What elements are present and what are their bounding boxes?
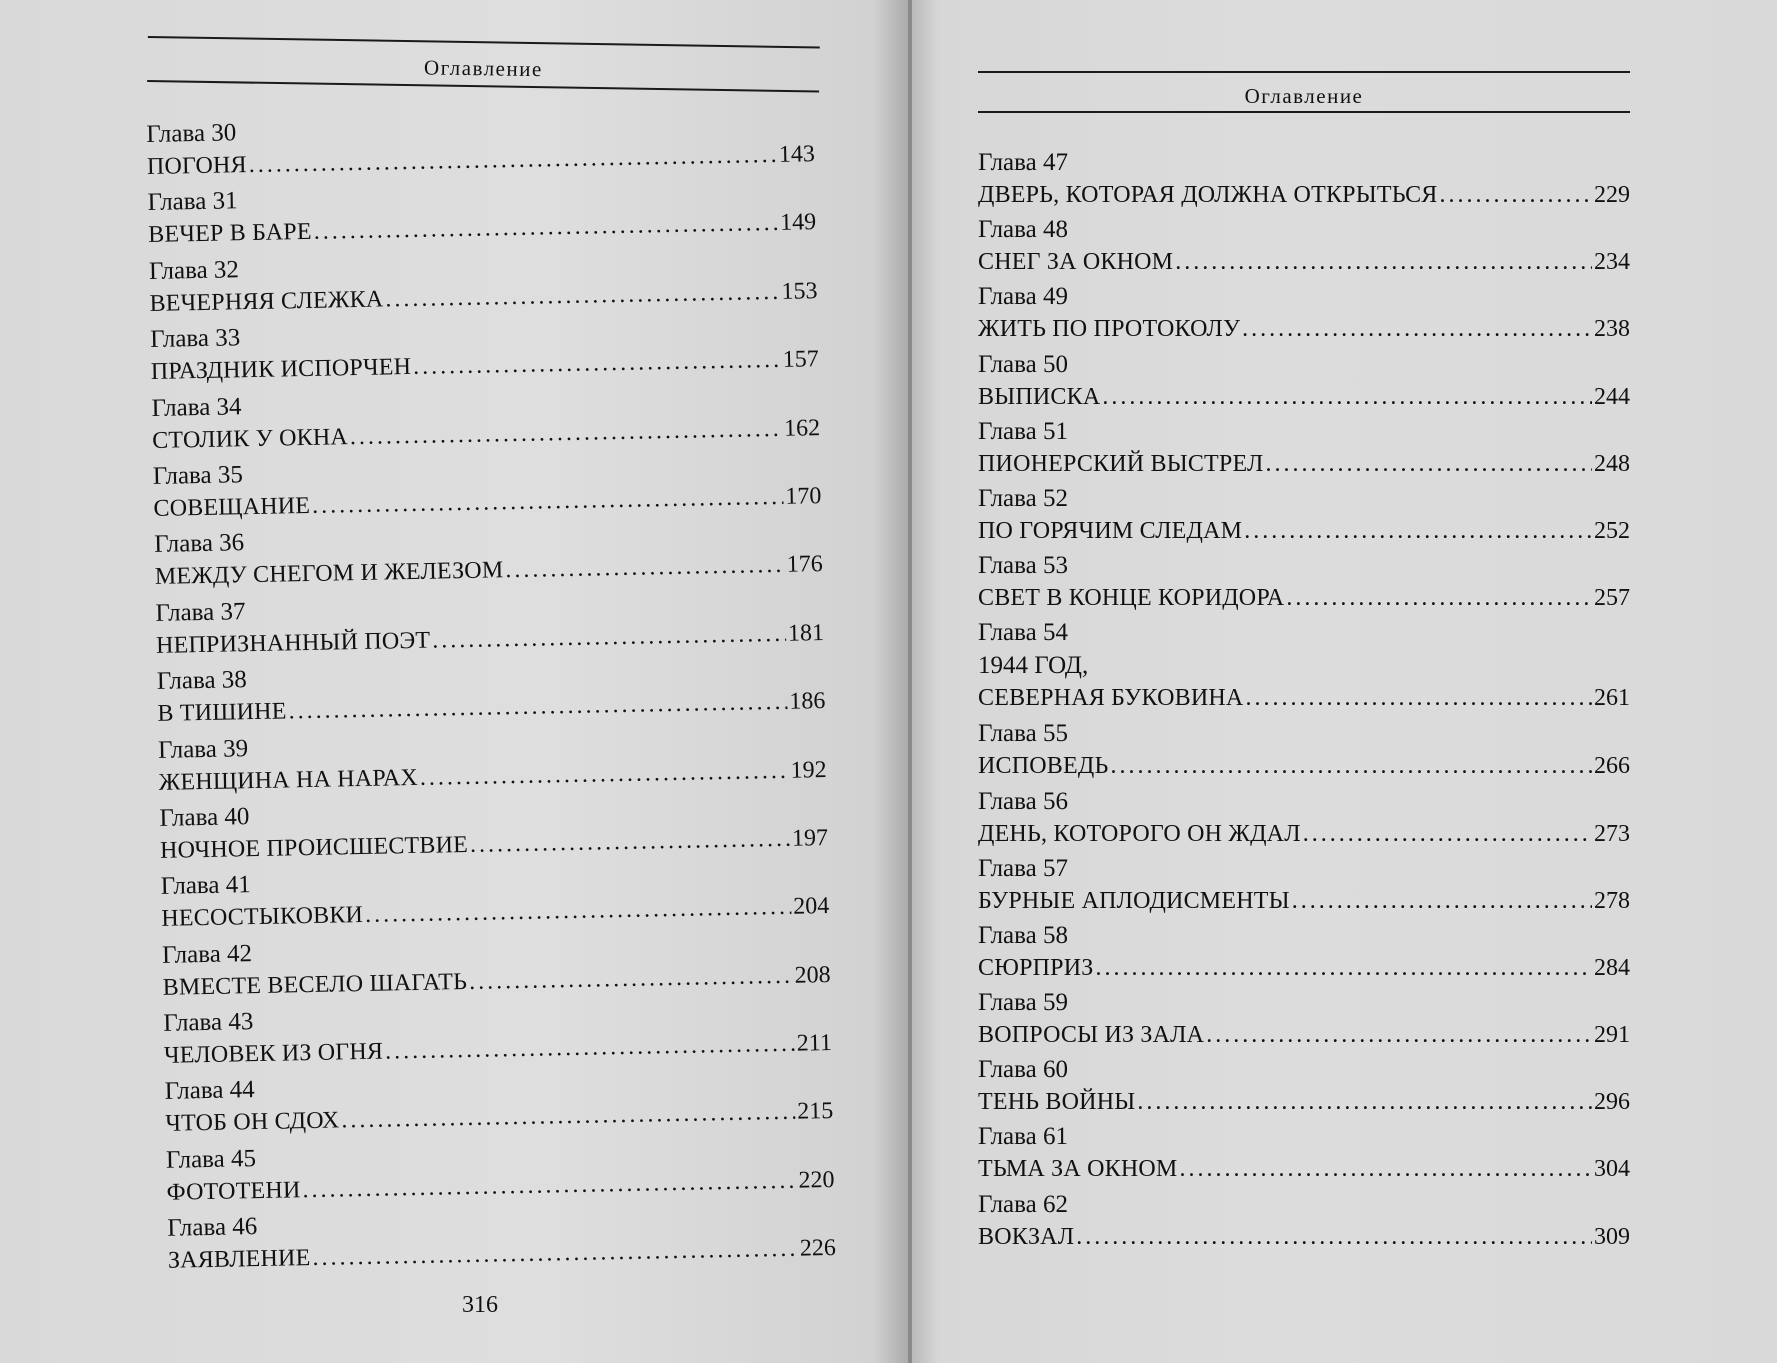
dot-leader: [505, 549, 785, 587]
chapter-line: [978, 381, 1630, 414]
toc-entry: [162, 926, 831, 1007]
chapter-title: ВЕЧЕР В БАРЕ: [148, 219, 312, 249]
dot-leader: [432, 618, 786, 658]
chapter-page-number: 211: [796, 1030, 833, 1057]
toc-entry: [978, 919, 1630, 986]
toc-entry: [978, 482, 1630, 549]
chapter-page-number: 273: [1594, 820, 1630, 847]
dot-leader: [420, 754, 789, 794]
dot-leader: [469, 959, 793, 998]
chapter-number: Глава 50: [978, 350, 1068, 378]
chapter-title: ПИОНЕРСКИЙ ВЫСТРЕЛ: [978, 450, 1264, 477]
toc-entry: [978, 415, 1630, 482]
chapter-title: ВМЕСТЕ ВЕСЕЛО ШАГАТЬ: [162, 968, 468, 1001]
toc-entry: [978, 717, 1630, 784]
toc-entry: [978, 1053, 1630, 1120]
chapter-number: Глава 47: [978, 149, 1068, 176]
toc-entry: [978, 1188, 1630, 1255]
chapter-number: Глава 52: [978, 484, 1068, 512]
chapter-title: ДЕНЬ, КОТОРОГО ОН ЖДАЛ: [978, 820, 1301, 847]
chapter-number: Глава 48: [978, 216, 1068, 244]
chapter-title: СТОЛИК У ОКНА: [151, 423, 349, 454]
chapter-title: ДВЕРЬ, КОТОРАЯ ДОЛЖНА ОТКРЫТЬСЯ: [978, 182, 1438, 208]
chapter-page-number: 153: [781, 277, 818, 305]
toc-entry: [159, 789, 828, 870]
header-title: Оглавление: [1244, 84, 1364, 108]
chapter-line: [978, 246, 1630, 279]
toc-entry: [151, 379, 820, 460]
dot-leader: [470, 823, 791, 862]
dot-leader: [1292, 885, 1592, 918]
dot-leader: [1175, 246, 1592, 279]
table-of-contents: [978, 146, 1630, 1255]
chapter-number: Глава 61: [978, 1123, 1068, 1151]
toc-entry: [978, 213, 1630, 280]
chapter-line: [978, 179, 1630, 212]
chapter-page-number: 204: [793, 893, 830, 921]
chapter-number: Глава 32: [148, 256, 240, 285]
dot-leader: [1179, 1153, 1592, 1186]
chapter-number: Глава 54: [978, 619, 1068, 647]
dot-leader: [1206, 1019, 1592, 1052]
chapter-page-number: 229: [1594, 182, 1630, 208]
chapter-number: Глава 35: [152, 461, 244, 490]
chapter-page-number: 266: [1594, 753, 1630, 780]
page-number: 316: [462, 1292, 498, 1318]
chapter-number: Глава 39: [157, 734, 249, 764]
table-of-contents: [146, 105, 836, 1280]
chapter-title: МЕЖДУ СНЕГОМ И ЖЕЛЕЗОМ: [154, 557, 504, 591]
chapter-page-number: 226: [799, 1235, 837, 1262]
right-page: [912, 0, 1777, 1363]
chapter-number: Глава 38: [156, 666, 248, 696]
dot-leader: [1286, 582, 1592, 615]
chapter-line: [978, 1086, 1630, 1119]
chapter-line: [978, 818, 1630, 851]
dot-leader: [413, 344, 781, 384]
dot-leader: [1303, 818, 1592, 851]
chapter-line: [978, 1019, 1630, 1052]
chapter-title: ВЫПИСКА: [978, 383, 1101, 410]
chapter-page-number: 291: [1594, 1022, 1630, 1049]
chapter-title: ВОПРОСЫ ИЗ ЗАЛА: [978, 1022, 1205, 1049]
chapter-line: [978, 750, 1630, 783]
chapter-number: Глава 41: [160, 871, 251, 901]
chapter-page-number: 309: [1594, 1223, 1630, 1250]
toc-entry: [978, 785, 1630, 852]
chapter-page-number: 220: [798, 1166, 835, 1194]
chapter-number: Глава 58: [978, 921, 1068, 949]
dot-leader: [1242, 313, 1592, 346]
running-header: [978, 63, 1630, 113]
chapter-title: НЕСОСТЫКОВКИ: [161, 902, 364, 933]
toc-entry: [155, 584, 824, 665]
chapter-page-number: 244: [1594, 383, 1630, 410]
chapter-line: [978, 1153, 1630, 1186]
chapter-title: ВОКЗАЛ: [978, 1223, 1075, 1250]
chapter-title: ПРАЗДНИК ИСПОРЧЕН: [150, 354, 412, 386]
toc-entry: [153, 447, 822, 528]
chapter-title: НОЧНОЕ ПРОИСШЕСТВИЕ: [159, 831, 469, 864]
dot-leader: [1095, 952, 1592, 985]
dot-leader: [1244, 515, 1592, 548]
toc-entry: [978, 852, 1630, 919]
toc-entry: [978, 146, 1630, 213]
dot-leader: [385, 1028, 795, 1069]
chapter-title: СЕВЕРНАЯ БУКОВИНА: [978, 685, 1244, 712]
toc-entry: [167, 1199, 836, 1280]
dot-leader: [1265, 448, 1592, 481]
chapter-page-number: 170: [785, 483, 822, 510]
chapter-title: ЗАЯВЛЕНИЕ: [167, 1245, 311, 1275]
chapter-line: [978, 952, 1630, 985]
chapter-number: Глава 62: [978, 1190, 1068, 1218]
chapter-line: [978, 682, 1630, 715]
dot-leader: [385, 276, 780, 317]
chapter-page-number: 234: [1594, 249, 1630, 276]
chapter-number: Глава 34: [151, 392, 242, 422]
chapter-page-number: 192: [790, 756, 827, 784]
chapter-page-number: 186: [789, 688, 826, 715]
chapter-title: СВЕТ В КОНЦЕ КОРИДОРА: [978, 585, 1285, 612]
header-rule-top: [978, 71, 1630, 73]
chapter-number: Глава 40: [159, 803, 250, 832]
chapter-number: Глава 44: [164, 1076, 255, 1106]
toc-entry: [149, 242, 818, 323]
header-title: Оглавление: [423, 55, 543, 82]
dot-leader: [1440, 179, 1593, 212]
toc-entry: [166, 1131, 835, 1212]
chapter-number: Глава 57: [978, 854, 1068, 882]
toc-entry: [978, 549, 1630, 616]
chapter-line: [978, 885, 1630, 918]
chapter-page-number: 261: [1594, 685, 1630, 712]
dot-leader: [1076, 1221, 1592, 1254]
chapter-page-number: 143: [778, 141, 816, 168]
chapter-line: [978, 1221, 1630, 1254]
header-rule-bottom: [978, 111, 1630, 113]
dot-leader: [1110, 750, 1592, 783]
chapter-page-number: 149: [779, 209, 817, 237]
chapter-number: Глава 37: [155, 597, 246, 627]
toc-entry: [158, 721, 827, 802]
chapter-page-number: 304: [1594, 1156, 1630, 1183]
chapter-title: ЧТОБ ОН СДОХ: [165, 1107, 340, 1138]
chapter-line: [978, 582, 1630, 615]
chapter-number: Глава 42: [161, 939, 253, 969]
chapter-title: СНЕГ ЗА ОКНОМ: [978, 249, 1174, 276]
chapter-title: НЕПРИЗНАННЫЙ ПОЭТ: [155, 627, 431, 659]
toc-entry: [164, 1062, 833, 1143]
chapter-number: Глава 33: [149, 324, 241, 354]
chapter-title: ЧЕЛОВЕК ИЗ ОГНЯ: [163, 1038, 384, 1069]
chapter-page-number: 284: [1594, 954, 1630, 981]
chapter-page-number: 257: [1594, 585, 1630, 612]
chapter-number: Глава 53: [978, 552, 1068, 580]
dot-leader: [1137, 1086, 1592, 1119]
chapter-title: ЖЕНЩИНА НА НАРАХ: [158, 764, 419, 796]
toc-entry: [160, 857, 829, 938]
chapter-page-number: 296: [1594, 1089, 1630, 1116]
chapter-page-number: 162: [783, 414, 821, 442]
chapter-number: Глава 59: [978, 989, 1068, 1017]
chapter-title: В ТИШИНЕ: [157, 698, 287, 728]
chapter-number: Глава 45: [165, 1144, 257, 1174]
toc-entry: [146, 105, 815, 186]
chapter-page-number: 181: [787, 619, 825, 647]
toc-entry: [154, 515, 823, 596]
chapter-number: Глава 56: [978, 787, 1068, 815]
chapter-title: СЮРПРИЗ: [978, 954, 1094, 981]
chapter-page-number: 197: [791, 824, 829, 852]
chapter-title: ТЕНЬ ВОЙНЫ: [978, 1089, 1136, 1116]
chapter-page-number: 176: [786, 551, 823, 579]
chapter-title: ФОТОТЕНИ: [166, 1177, 301, 1206]
toc-entry: [978, 1120, 1630, 1187]
chapter-number: Глава 60: [978, 1056, 1068, 1084]
toc-entry: [978, 986, 1630, 1053]
chapter-number: Глава 46: [167, 1213, 258, 1243]
dot-leader: [1102, 381, 1592, 414]
chapter-page-number: 252: [1594, 517, 1630, 544]
dot-leader: [365, 891, 792, 932]
chapter-number: Глава 36: [153, 529, 245, 559]
chapter-page-number: 157: [782, 346, 820, 373]
chapter-line: [978, 448, 1630, 481]
toc-entry: [978, 280, 1630, 347]
chapter-title: ВЕЧЕРНЯЯ СЛЕЖКА: [149, 286, 384, 317]
chapter-title: ПО ГОРЯЧИМ СЛЕДАМ: [978, 517, 1243, 544]
chapter-title: БУРНЫЕ АПЛОДИСМЕНТЫ: [978, 887, 1290, 914]
toc-entry: [157, 652, 826, 733]
chapter-number: Глава 43: [163, 1008, 254, 1037]
chapter-title: ТЬМА ЗА ОКНОМ: [978, 1156, 1178, 1183]
chapter-page-number: 248: [1594, 450, 1630, 477]
chapter-number: Глава 49: [978, 283, 1068, 311]
header-rule-top: [148, 36, 820, 49]
chapter-page-number: 208: [794, 961, 831, 989]
toc-entry: [150, 310, 819, 391]
chapter-page-number: 215: [796, 1098, 834, 1126]
toc-entry: [978, 348, 1630, 415]
chapter-line: [978, 515, 1630, 548]
chapter-title: ПОГОНЯ: [146, 152, 247, 180]
toc-entry: [978, 616, 1630, 717]
toc-entry: [163, 994, 832, 1075]
chapter-subtitle: 1944 ГОД,: [978, 652, 1089, 680]
dot-leader: [1245, 682, 1592, 715]
chapter-page-number: 238: [1594, 316, 1630, 343]
chapter-page-number: 278: [1594, 887, 1630, 914]
dot-leader: [350, 412, 783, 453]
chapter-number: Глава 30: [146, 119, 237, 148]
chapter-title: ЖИТЬ ПО ПРОТОКОЛУ: [978, 316, 1241, 343]
chapter-title: СОВЕЩАНИЕ: [153, 492, 311, 522]
chapter-number: Глава 31: [147, 187, 238, 217]
chapter-title: ИСПОВЕДЬ: [978, 753, 1109, 780]
toc-entry: [147, 174, 816, 255]
chapter-number: Глава 55: [978, 720, 1068, 748]
chapter-number: Глава 51: [978, 417, 1068, 445]
chapter-line: [978, 313, 1630, 346]
